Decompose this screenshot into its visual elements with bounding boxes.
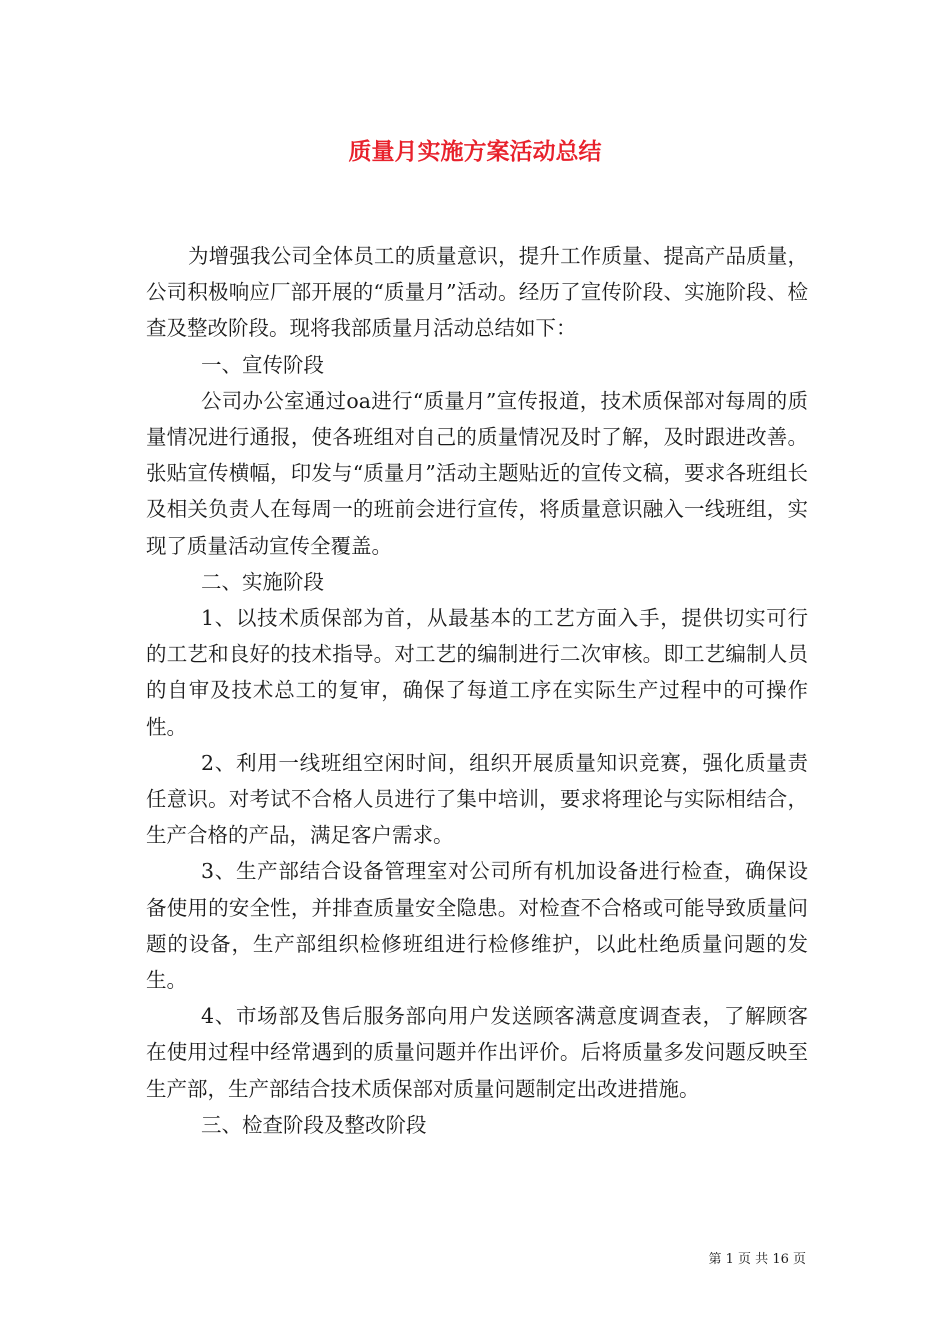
document-title: 质量月实施方案活动总结 bbox=[348, 138, 602, 165]
section-heading-inspection: 三、检查阶段及整改阶段 bbox=[201, 1112, 427, 1137]
implementation-item-1: 1、以技术质保部为首，从最基本的工艺方面入手，提供切实可行的工艺和良好的技术指导。对工艺的编制进行二次审核。即工艺编制人员的自审及技术总工的复审，确保了每道工序在实际生产过程中的可操作性。 bbox=[146, 606, 808, 739]
implementation-item-3: 3、生产部结合设备管理室对公司所有机加设备进行检查，确保设备使用的安全性，并排查质量安全隐患。对检查不合格或可能导致质量问题的设备，生产部组织检修班组进行检修维护，以此杜绝质量问题的发生。 bbox=[146, 859, 808, 993]
implementation-item-2: 2、利用一线班组空闲时间，组织开展质量知识竞赛，强化质量责任意识。对考试不合格人员进行了集中培训，要求将理论与实际相结合，生产合格的产品，满足客户需求。 bbox=[146, 750, 808, 848]
intro-paragraph: 为增强我公司全体员工的质量意识，提升工作质量、提高产品质量，公司积极响应厂部开展的“质量月”活动。经历了宣传阶段、实施阶段、检查及整改阶段。现将我部质量月活动总结如下： bbox=[146, 244, 808, 341]
document-body bbox=[146, 238, 808, 1143]
section-heading-implementation: 二、实施阶段 bbox=[201, 569, 324, 594]
implementation-item-4: 4、市场部及售后服务部向用户发送顾客满意度调查表，了解顾客在使用过程中经常遇到的质量问题并作出评价。后将质量多发问题反映至生产部，生产部结合技术质保部对质量问题制定出改进措施。 bbox=[146, 1004, 808, 1101]
section-heading-publicity: 一、宣传阶段 bbox=[201, 352, 324, 377]
publicity-paragraph: 公司办公室通过oa进行“质量月”宣传报道，技术质保部对每周的质量情况进行通报，使各班组对自己的质量情况及时了解，及时跟进改善。张贴宣传横幅，印发与“质量月”活动主题贴近的宣传文稿，要求各班组长及相关负责人在每周一的班前会进行宣传，将质量意识融入一线班组，实现了质量活动宣传全覆盖。 bbox=[146, 388, 808, 558]
page-number-footer: 第 1 页 共 16 页 bbox=[708, 1252, 806, 1267]
